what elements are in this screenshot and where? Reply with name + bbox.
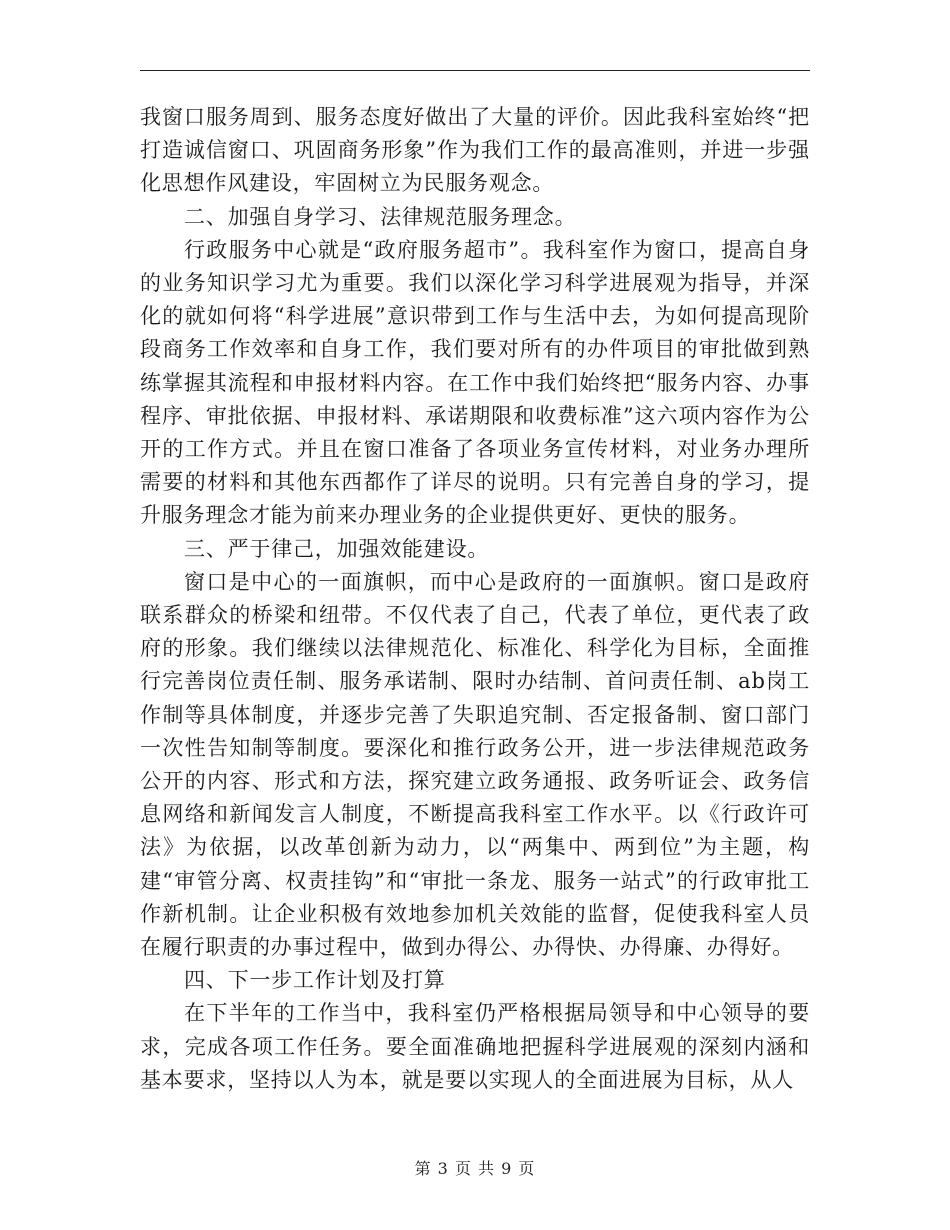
paragraph-continuation: 我窗口服务周到、服务态度好做出了大量的评价。因此我科室始终“把打造诚信窗口、巩固商务形象”作为我们工作的最高准则，并进一步强化思想作风建设，牢固树立为民服务观念。: [140, 105, 810, 196]
paragraph-efficiency: 窗口是中心的一面旗帜，而中心是政府的一面旗帜。窗口是政府联系群众的桥梁和纽带。不仅代表了自己，代表了单位，更代表了政府的形象。我们继续以法律规范化、标准化、科学化为目标，全面推行完善岗位责任制、服务承诺制、限时办结制、首问责任制、ab岗工作制等具体制度，并逐步完善了失职追究制、否定报备制、窗口部门一次性告知制等制度。要深化和推行政务公开，进一步法律规范政务公开的内容、形式和方法，探究建立政务通报、政务听证会、政务信息网络和新闻发言人制度，不断提高我科室工作水平。以《行政许可法》为依据，以改革创新为动力，以“两集中、两到位”为主题，构建“审管分离、权责挂钩”和“审批一条龙、服务一站式”的行政审批工作新机制。让企业积极有效地参加机关效能的监督，促使我科室人员在履行职责的办事过程中，做到办得公、办得快、办得廉、办得好。: [140, 569, 810, 960]
paragraph-study: 行政服务中心就是“政府服务超市”。我科室作为窗口，提高自身的业务知识学习尤为重要。我们以深化学习科学进展观为指导，并深化的就如何将“科学进展”意识带到工作与生活中去，为如何提高现阶段商务工作效率和自身工作，我们要对所有的办件项目的审批做到熟练掌握其流程和申报材料内容。在工作中我们始终把“服务内容、办事程序、审批依据、申报材料、承诺期限和收费标准”这六项内容作为公开的工作方式。并且在窗口准备了各项业务宣传材料，对业务办理所需要的材料和其他东西都作了详尽的说明。只有完善自身的学习，提升服务理念才能为前来办理业务的企业提供更好、更快的服务。: [140, 237, 810, 528]
section-heading-4: 四、下一步工作计划及打算: [184, 968, 446, 993]
document-body: [140, 101, 810, 1097]
page-number: 第 3 页 共 9 页: [414, 1159, 536, 1178]
section-heading-2: 二、加强自身学习、法律规范服务理念。: [184, 204, 577, 229]
header-rule: [140, 70, 810, 71]
section-heading-3: 三、严于律己，加强效能建设。: [184, 536, 490, 561]
paragraph-plan: 在下半年的工作当中，我科室仍严格根据局领导和中心领导的要求，完成各项工作任务。要全面准确地把握科学进展观的深刻内涵和基本要求，坚持以人为本，就是要以实现人的全面进展为目标，从人: [140, 1001, 810, 1092]
